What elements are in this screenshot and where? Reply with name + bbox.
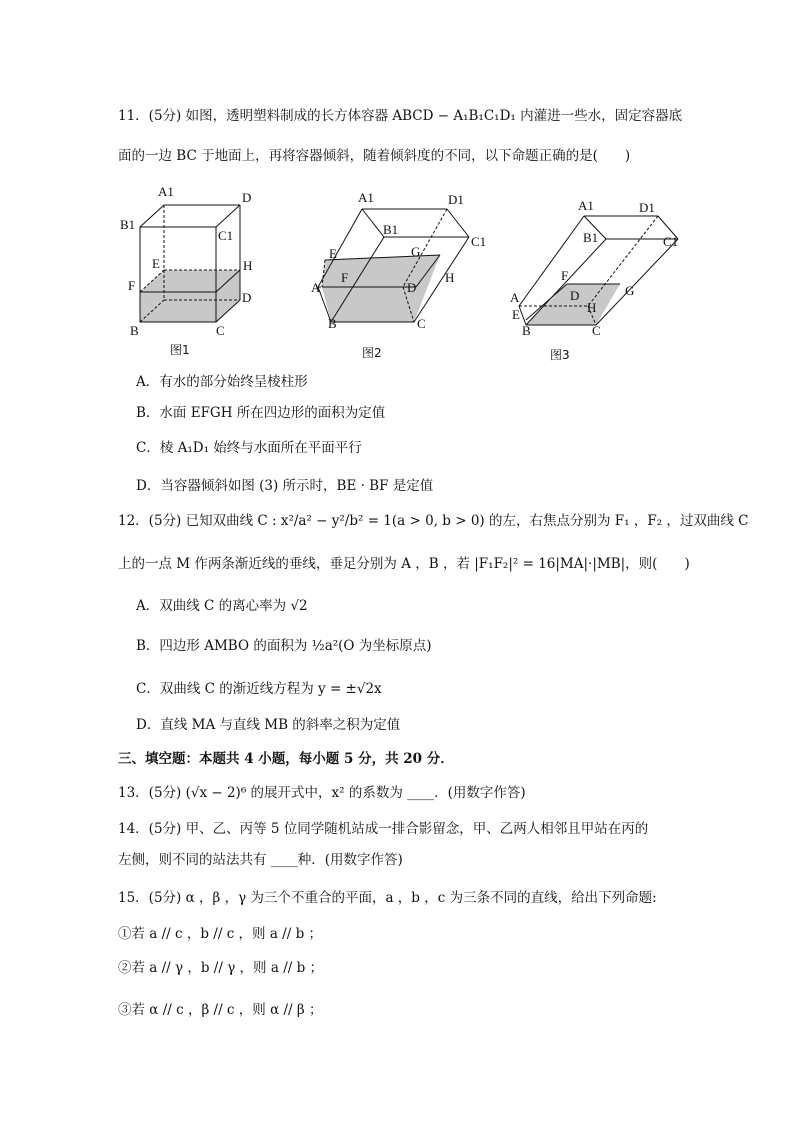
fig2-label: D — [407, 280, 417, 295]
fig2-label: B1 — [383, 222, 399, 237]
q13-text: 13．(5分) (√x − 2)⁶ 的展开式中，x² 的系数为 ____．(用数字作答) — [118, 785, 526, 801]
q15-line1: 15．(5分) α ，β ，γ 为三个不重合的平面，a ，b ，c 为三条不同的直线，给出下列命题: — [118, 890, 657, 906]
fig2-label: G — [411, 244, 421, 259]
fig1-water-front — [140, 292, 216, 322]
fig3-label: H — [587, 300, 597, 315]
fig2-caption: 图2 — [362, 346, 382, 360]
fig1-label: D — [242, 190, 252, 205]
fig3-label: C1 — [663, 234, 679, 249]
q12-line2: 上的一点 M 作两条渐近线的垂线，垂足分别为 A ，B ，若 |F₁F₂|² = 16|MA|·|MB|，则( ) — [118, 556, 690, 572]
fig1-label: B — [130, 323, 139, 338]
fig3-label: A — [510, 290, 520, 305]
section3-heading: 三、填空题：本题共 4 小题，每小题 5 分，共 20 分． — [118, 751, 454, 767]
fig2-label: B — [328, 316, 337, 331]
fig1-label: E — [152, 256, 160, 271]
q15-item-1: ①若 a // c ，b // c ，则 a // b ； — [118, 926, 322, 942]
q11-option-b: B．水面 EFGH 所在四边形的面积为定值 — [136, 405, 386, 421]
q14-line1: 14．(5分) 甲、乙、丙等 5 位同学随机站成一排合影留念，甲、乙两人相邻且甲站在丙的 — [118, 821, 649, 837]
fig2-label: C — [417, 316, 426, 331]
fig3-label: F — [561, 268, 569, 283]
q12-option-b: B．四边形 AMBO 的面积为 ½a²(O 为坐标原点) — [136, 638, 432, 654]
fig1-label: F — [128, 278, 136, 293]
fig2-label: D1 — [448, 192, 464, 207]
q11-line2: 面的一边 BC 于地面上，再将容器倾斜，随着倾斜度的不同，以下命题正确的是( ) — [118, 148, 631, 164]
q15-item-3: ③若 α // c ，β // c ，则 α // β ； — [118, 1002, 323, 1018]
q11-option-d: D．当容器倾斜如图 (3) 所示时，BE · BF 是定值 — [136, 478, 434, 494]
q15-item-2: ②若 a // γ ，b // γ ，则 a // b ； — [118, 960, 324, 976]
fig3-caption: 图3 — [550, 348, 570, 362]
q12-option-d: D．直线 MA 与直线 MB 的斜率之积为定值 — [136, 717, 401, 733]
q12-option-a: A．双曲线 C 的离心率为 √2 — [136, 598, 308, 614]
figure-2 — [311, 190, 486, 360]
fig3-label: C — [592, 323, 601, 338]
fig3-label: D — [570, 288, 580, 303]
q12-line1: 12．(5分) 已知双曲线 C : x²/a² − y²/b² = 1(a > 0, b > 0) 的左，右焦点分别为 F₁ ，F₂ ，过双曲线 C — [118, 513, 749, 529]
fig3-label: B — [522, 323, 531, 338]
q11-figures — [118, 182, 698, 367]
fig3-label: D1 — [639, 200, 655, 215]
q11-option-c: C．棱 A₁D₁ 始终与水面所在平面平行 — [136, 440, 362, 456]
q11-option-a: A．有水的部分始终呈棱柱形 — [136, 374, 308, 390]
fig2-label: E — [329, 246, 337, 261]
fig1-label: A1 — [158, 184, 174, 199]
fig3-label: G — [625, 283, 635, 298]
fig1-caption: 图1 — [170, 343, 190, 357]
q14-line2: 左侧，则不同的站法共有 ____种．(用数字作答) — [118, 852, 403, 868]
fig2-label: A1 — [358, 190, 374, 205]
fig2-label: H — [445, 270, 455, 285]
fig1-label: D — [242, 290, 252, 305]
fig1-label: C — [216, 323, 225, 338]
fig3-label: E — [512, 307, 520, 322]
fig1-label: B1 — [120, 217, 136, 232]
fig2-label: F — [341, 270, 349, 285]
q11-line1: 11．(5分) 如图，透明塑料制成的长方体容器 ABCD − A₁B₁C₁D₁ 内灌进一些水，固定容器底 — [118, 108, 683, 124]
fig3-label: B1 — [583, 230, 599, 245]
fig3-label: A1 — [578, 198, 594, 213]
fig2-label: A — [311, 280, 321, 295]
fig2-label: C1 — [471, 234, 487, 249]
figure-1 — [120, 184, 252, 357]
q12-option-c: C．双曲线 C 的渐近线方程为 y = ±√2x — [136, 681, 382, 697]
fig1-label: C1 — [218, 228, 234, 243]
fig1-label: H — [243, 258, 253, 273]
figure-3 — [510, 198, 678, 362]
